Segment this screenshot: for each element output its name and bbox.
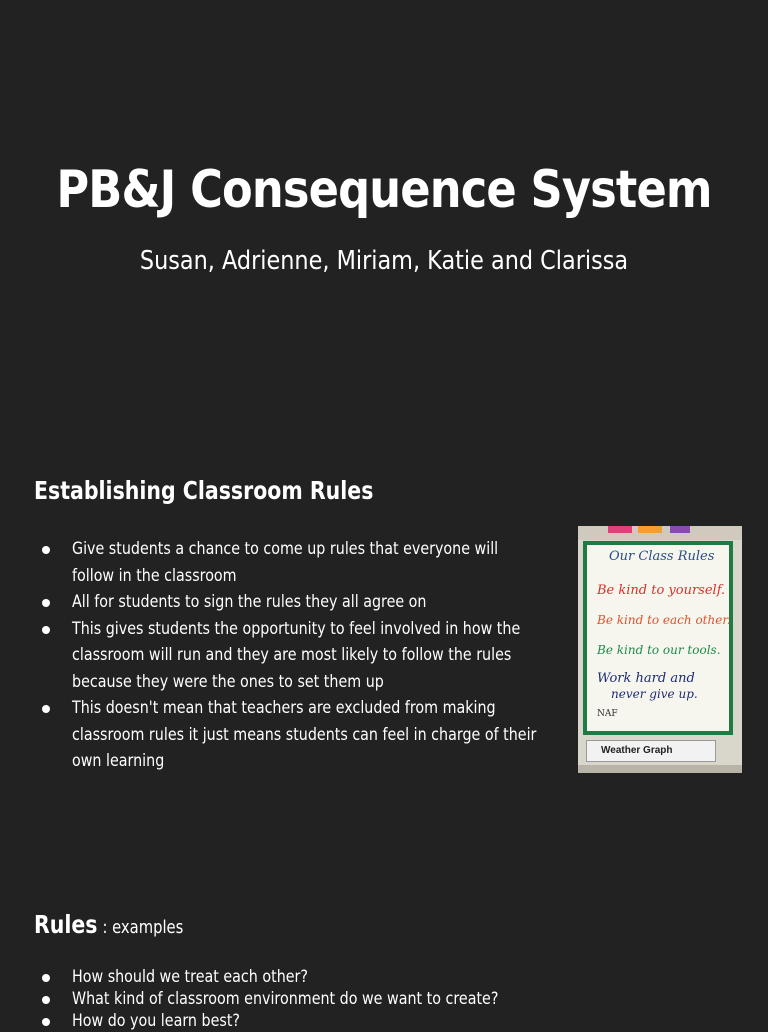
poster-rule: Be kind to each other. <box>597 613 731 627</box>
list-item <box>38 589 558 616</box>
poster-rule: Work hard and <box>597 671 695 686</box>
bullet-icon <box>42 626 50 634</box>
bullet-text: Give students a chance to come up rules that everyone will follow in the classroom <box>72 539 499 586</box>
heading-main: Rules <box>34 910 98 939</box>
list-item <box>38 695 558 775</box>
list-item <box>38 966 558 988</box>
bullet-text: This doesn't mean that teachers are excluded from making classroom rules it just means students can feel in charge of their own learning <box>72 698 537 771</box>
section-heading <box>34 910 183 939</box>
title-slide <box>0 0 768 430</box>
poster-signatures: NAF <box>597 709 618 719</box>
weather-graph-label: Weather Graph <box>586 740 716 762</box>
bullet-text: All for students to sign the rules they all agree on <box>72 592 427 612</box>
presentation-title: PB&J Consequence System <box>56 160 712 220</box>
bullet-text: What kind of classroom environment do we want to create? <box>72 989 499 1009</box>
bullet-text: How do you learn best? <box>72 1011 240 1031</box>
poster-rule: never give up. <box>611 687 698 701</box>
establishing-rules-slide <box>0 430 768 860</box>
presentation-authors: Susan, Adrienne, Miriam, Katie and Clarissa <box>139 246 629 276</box>
bullet-text: How should we treat each other? <box>72 967 308 987</box>
bullet-icon <box>42 705 50 713</box>
poster-title: Our Class Rules <box>609 549 715 564</box>
rules-bullet-list <box>38 536 558 775</box>
poster-board <box>583 541 733 735</box>
poster-bottom-edge <box>578 765 742 773</box>
bullet-text: This gives students the opportunity to feel involved in how the classroom will run and they are most likely to follow the rules because they were the ones to set them up <box>72 618 521 692</box>
bullet-icon <box>42 599 50 607</box>
bullet-icon <box>42 974 50 982</box>
list-item <box>38 988 558 1010</box>
poster-rule: Be kind to our tools. <box>597 643 721 657</box>
bullet-icon <box>42 996 50 1004</box>
bullet-icon <box>42 546 50 554</box>
bullet-icon <box>42 1018 50 1026</box>
poster-rule: Be kind to yourself. <box>597 583 726 598</box>
section-heading: Establishing Classroom Rules <box>34 476 374 505</box>
examples-bullet-list <box>38 966 558 1032</box>
class-rules-poster-image <box>578 526 742 773</box>
poster-top-strip <box>578 526 742 540</box>
list-item <box>38 616 558 696</box>
heading-note: : examples <box>102 917 184 938</box>
list-item <box>38 1010 558 1032</box>
rules-examples-slide <box>0 860 768 1031</box>
list-item <box>38 536 558 589</box>
